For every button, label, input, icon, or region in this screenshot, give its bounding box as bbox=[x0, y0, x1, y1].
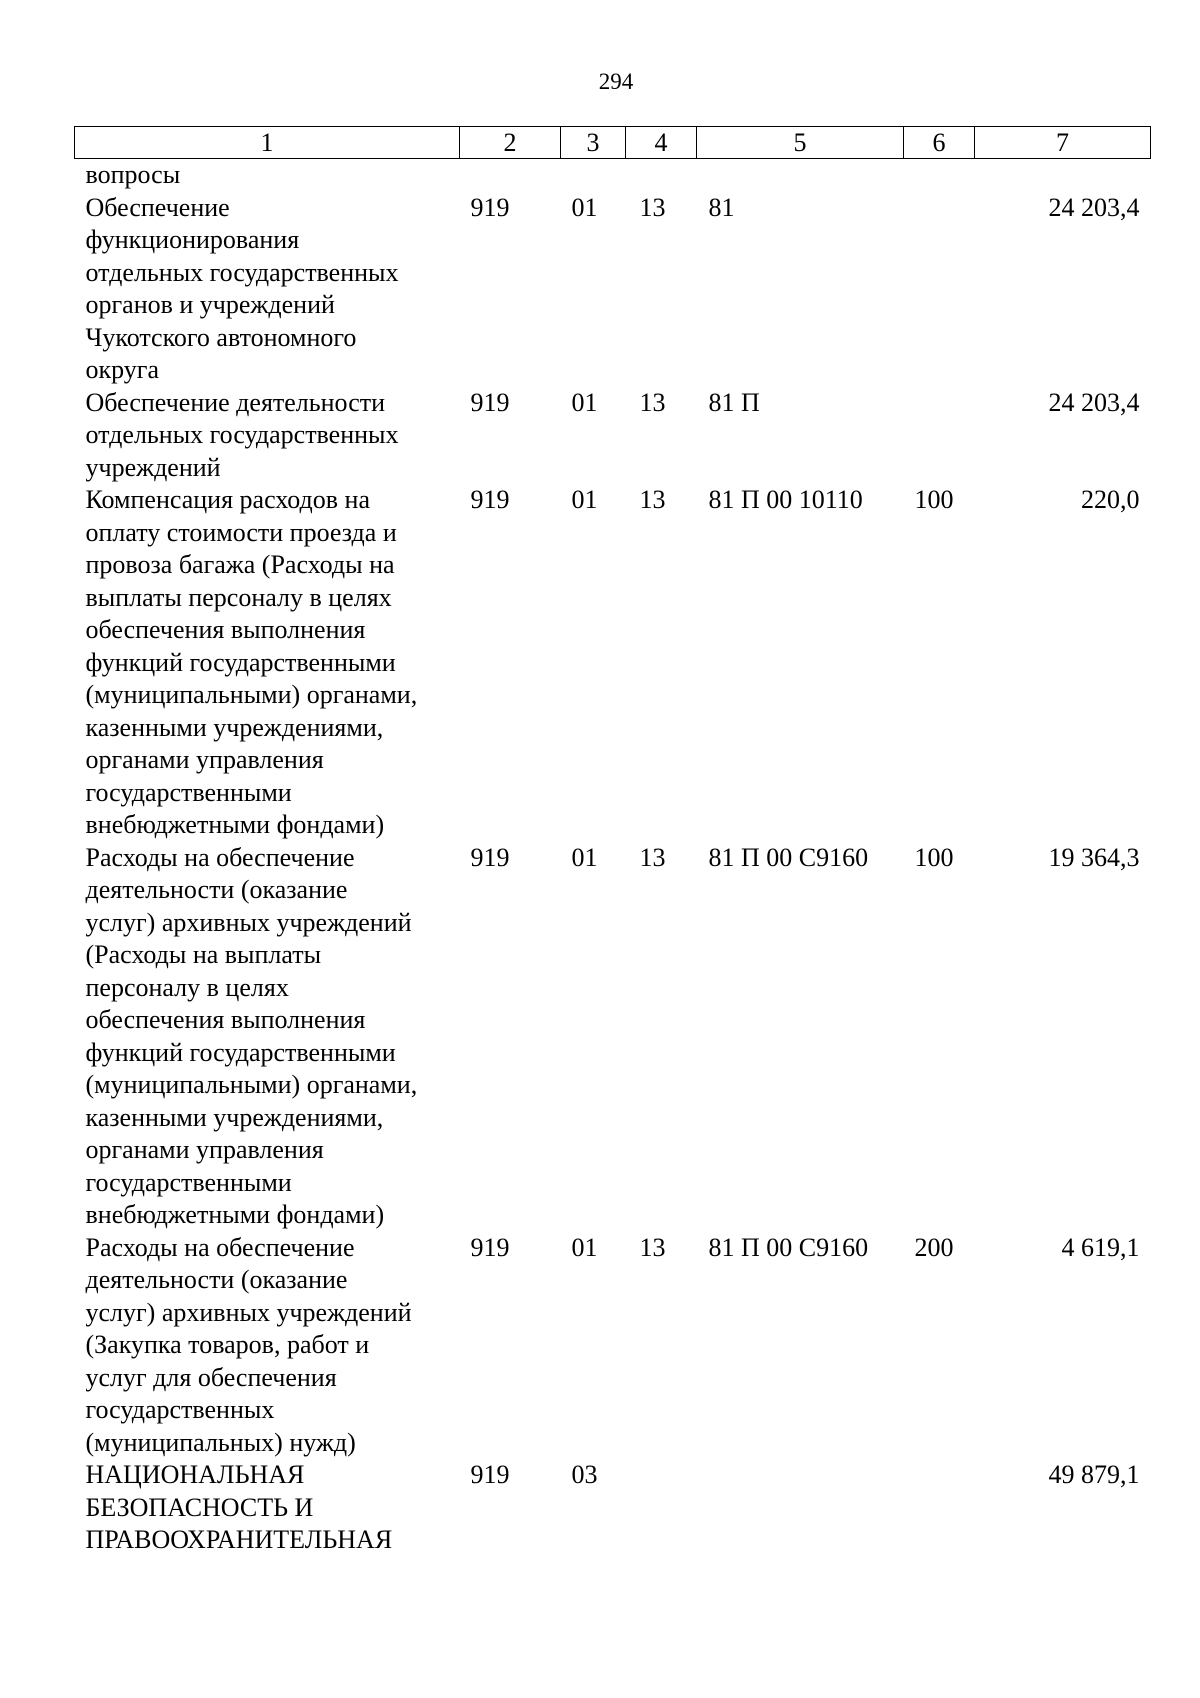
item-name-line: учреждений bbox=[85, 452, 221, 482]
item-name-line: Обеспечение деятельности bbox=[85, 387, 386, 417]
amount-cell bbox=[975, 159, 1151, 192]
item-name-line: (муниципальных) нужд) bbox=[85, 1427, 356, 1457]
amount-cell: 4 619,1 bbox=[1061, 1232, 1140, 1262]
target-article-cell: 81 П 00 С9160 bbox=[708, 842, 869, 872]
target-article-cell bbox=[697, 159, 904, 192]
expense-type-cell bbox=[904, 192, 975, 387]
item-name-line: услуг) архивных учреждений bbox=[85, 1297, 412, 1327]
item-name-cell bbox=[75, 387, 460, 485]
subsection-cell bbox=[626, 159, 697, 192]
expense-type-cell bbox=[904, 159, 975, 192]
item-name-line: (Расходы на выплаты bbox=[85, 940, 322, 969]
item-name-line: обеспечения выполнения bbox=[85, 615, 366, 644]
item-name-cell bbox=[75, 842, 460, 1232]
item-name-cell bbox=[75, 192, 460, 387]
admin-code-cell: 919 bbox=[470, 842, 510, 872]
table-row bbox=[75, 387, 1151, 485]
subsection-cell: 13 bbox=[639, 842, 666, 872]
item-name-line: казенными учреждениями, bbox=[85, 1102, 384, 1132]
header-col-5: 5 bbox=[697, 127, 904, 159]
item-name-line: (Закупка товаров, работ и bbox=[85, 1330, 370, 1359]
item-name-line: БЕЗОПАСНОСТЬ И bbox=[85, 1492, 314, 1522]
section-cell: 01 bbox=[571, 842, 598, 872]
page-number: 294 bbox=[598, 69, 634, 94]
item-name-line: функций государственными bbox=[85, 1037, 396, 1067]
item-name-line: деятельности (оказание bbox=[85, 1265, 348, 1294]
table-row bbox=[75, 1232, 1151, 1460]
subsection-cell: 13 bbox=[639, 192, 666, 222]
admin-code-cell bbox=[460, 159, 561, 192]
section-cell: 01 bbox=[571, 192, 598, 222]
item-name-line: государственными bbox=[85, 1167, 292, 1197]
item-name-cell bbox=[75, 1459, 460, 1557]
expense-type-cell: 100 bbox=[914, 485, 954, 514]
admin-code-cell: 919 bbox=[470, 1460, 510, 1489]
item-name-line: Обеспечение bbox=[85, 192, 230, 222]
table-body bbox=[75, 159, 1151, 1557]
item-name-line: функций государственными bbox=[85, 647, 396, 677]
header-col-1: 1 bbox=[75, 127, 460, 159]
target-article-cell: 81 П 00 С9160 bbox=[708, 1232, 869, 1262]
item-name-line: органами управления bbox=[85, 1135, 324, 1164]
section-cell: 01 bbox=[571, 1232, 598, 1262]
table-header bbox=[75, 127, 1151, 159]
amount-cell: 19 364,3 bbox=[1048, 842, 1140, 872]
item-name-line: Компенсация расходов на bbox=[85, 485, 371, 514]
item-name-line: Расходы на обеспечение bbox=[85, 1232, 355, 1262]
subsection-cell: 13 bbox=[639, 1232, 666, 1262]
item-name-line: органами управления bbox=[85, 745, 324, 774]
subsection-cell bbox=[626, 1459, 697, 1557]
item-name-line: деятельности (оказание bbox=[85, 875, 348, 904]
item-name-line: услуг) архивных учреждений bbox=[85, 907, 412, 937]
expense-type-cell: 200 bbox=[914, 1232, 954, 1262]
item-name-line: ПРАВООХРАНИТЕЛЬНАЯ bbox=[85, 1525, 393, 1554]
item-name-line: внебюджетными фондами) bbox=[85, 1200, 385, 1229]
target-article-cell bbox=[697, 1459, 904, 1557]
item-name-line: казенными учреждениями, bbox=[85, 712, 384, 742]
item-name-cell bbox=[75, 159, 460, 192]
item-name-line: органов и учреждений bbox=[85, 290, 335, 319]
item-name-cell bbox=[75, 1232, 460, 1460]
item-name-cell bbox=[75, 484, 460, 842]
expense-type-cell: 100 bbox=[914, 842, 954, 872]
item-name-line: персоналу в целях bbox=[85, 972, 289, 1002]
expense-type-cell bbox=[904, 387, 975, 485]
item-name-line: функционирования bbox=[85, 225, 300, 254]
item-name-line: услуг для обеспечения bbox=[85, 1362, 337, 1392]
item-name-line: вопросы bbox=[85, 160, 181, 189]
header-row bbox=[75, 127, 1151, 159]
table-row bbox=[75, 192, 1151, 387]
target-article-cell: 81 П 00 10110 bbox=[708, 485, 863, 514]
admin-code-cell: 919 bbox=[470, 1232, 510, 1262]
admin-code-cell: 919 bbox=[470, 387, 510, 417]
section-cell: 03 bbox=[571, 1460, 598, 1489]
section-cell bbox=[561, 159, 626, 192]
target-article-cell: 81 П bbox=[708, 387, 760, 417]
table-row bbox=[75, 1459, 1151, 1557]
target-article-cell: 81 bbox=[708, 192, 735, 222]
item-name-line: (муниципальными) органами, bbox=[85, 1070, 418, 1099]
header-col-2: 2 bbox=[460, 127, 561, 159]
admin-code-cell: 919 bbox=[470, 485, 510, 514]
item-name-line: Чукотского автономного bbox=[85, 322, 357, 352]
item-name-line: выплаты персоналу в целях bbox=[85, 582, 392, 612]
section-cell: 01 bbox=[571, 387, 598, 417]
item-name-line: государственных bbox=[85, 1395, 275, 1424]
header-col-3: 3 bbox=[561, 127, 626, 159]
admin-code-cell: 919 bbox=[470, 192, 510, 222]
item-name-line: (муниципальными) органами, bbox=[85, 680, 418, 709]
subsection-cell: 13 bbox=[639, 387, 666, 417]
section-cell: 01 bbox=[571, 485, 598, 514]
item-name-line: отдельных государственных bbox=[85, 257, 399, 287]
subsection-cell: 13 bbox=[639, 485, 666, 514]
header-col-6: 6 bbox=[904, 127, 975, 159]
item-name-line: внебюджетными фондами) bbox=[85, 810, 385, 839]
amount-cell: 24 203,4 bbox=[1048, 192, 1140, 222]
header-col-7: 7 bbox=[975, 127, 1151, 159]
item-name-line: Расходы на обеспечение bbox=[85, 842, 355, 872]
budget-table bbox=[74, 126, 1151, 1557]
item-name-line: оплату стоимости проезда и bbox=[85, 517, 397, 547]
item-name-line: провоза багажа (Расходы на bbox=[85, 550, 395, 579]
header-col-4: 4 bbox=[626, 127, 697, 159]
amount-cell: 220,0 bbox=[1081, 485, 1140, 514]
item-name-line: НАЦИОНАЛЬНАЯ bbox=[85, 1460, 305, 1489]
table-row bbox=[75, 159, 1151, 192]
item-name-line: государственными bbox=[85, 777, 292, 807]
item-name-line: отдельных государственных bbox=[85, 420, 399, 449]
expense-type-cell bbox=[904, 1459, 975, 1557]
amount-cell: 24 203,4 bbox=[1048, 387, 1140, 417]
item-name-line: округа bbox=[85, 355, 159, 384]
item-name-line: обеспечения выполнения bbox=[85, 1005, 366, 1034]
table-row bbox=[75, 842, 1151, 1232]
table-row bbox=[75, 484, 1151, 842]
amount-cell: 49 879,1 bbox=[1048, 1460, 1140, 1489]
